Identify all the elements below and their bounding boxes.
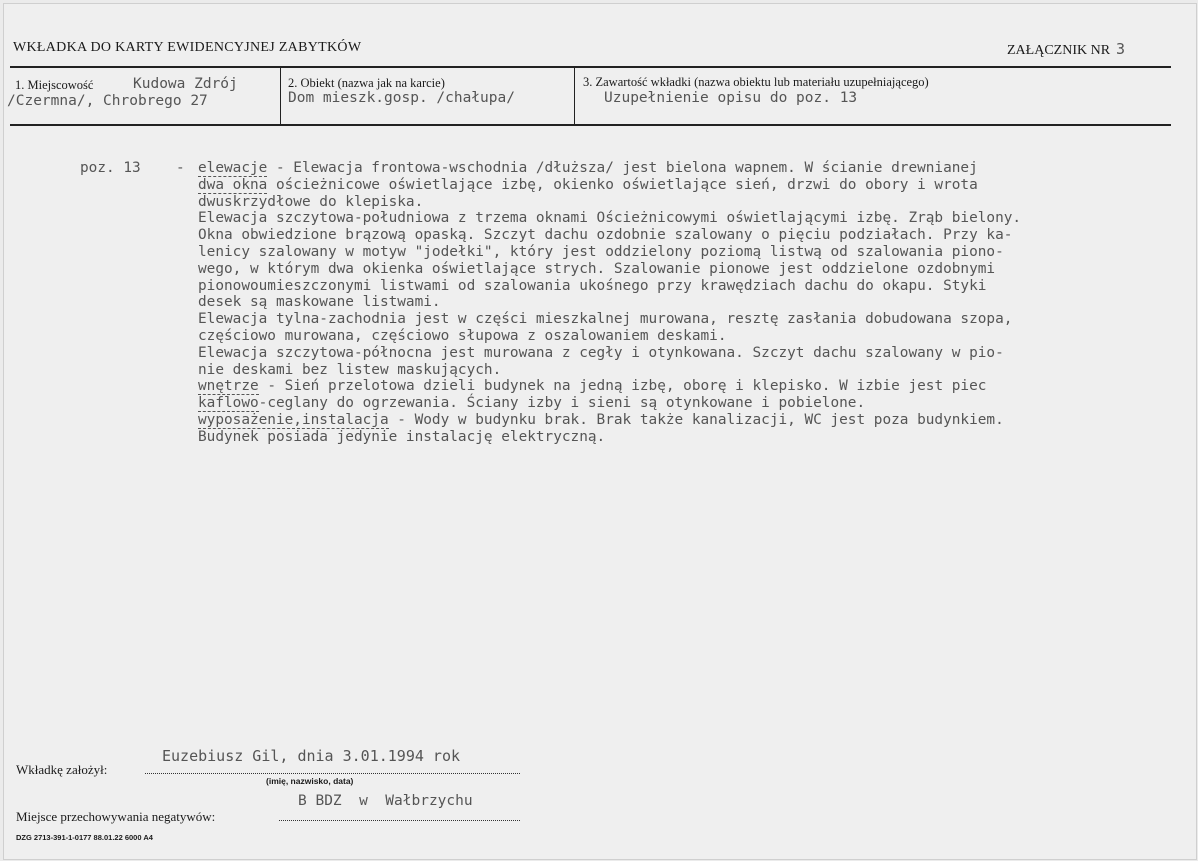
- locality-value-1: Kudowa Zdrój: [133, 76, 238, 92]
- body-line: wyposażenie,instalacja - Wody w budynku brak. Brak także kanalizacji, WC jest poza budynkiem.: [198, 411, 1004, 428]
- section-term: wnętrze: [198, 378, 259, 395]
- section-term: wyposażenie,instalacja: [198, 411, 389, 428]
- print-code: DZG 2713-391-1-0177 88.01.22 6000 A4: [16, 833, 153, 842]
- content-label: 3. Zawartość wkładki (nazwa obiektu lub materiału uzupełniającego): [583, 75, 929, 89]
- body-line: Elewacja tylna-zachodnia jest w części mieszkalnej murowana, resztę zasłania dobudowana szopa,: [198, 311, 1013, 328]
- storage-value: B BDZ w Wałbrzychu: [298, 793, 473, 809]
- position-dash: -: [176, 160, 185, 176]
- body-line: wego, w którym dwa okienka oświetlające strych. Szalowanie pionowe jest oddzielone ozdobnymi: [198, 260, 996, 277]
- body-line: elewacje - Elewacja frontowa-wschodnia /dłuższa/ jest bielona wapnem. W ścianie drewnianej: [198, 160, 978, 176]
- body-line: Elewacja szczytowa-północna jest murowana z cegły i otynkowana. Szczyt dachu szalowany w pio-: [198, 344, 1004, 361]
- object-value: Dom mieszk.gosp. /chałupa/: [288, 90, 515, 106]
- description-body: [198, 160, 1188, 446]
- content-value: Uzupełnienie opisu do poz. 13: [604, 90, 858, 106]
- section-term: elewacje: [198, 160, 268, 176]
- author-hint: (imię, nazwisko, data): [266, 776, 354, 786]
- storage-dotted-line: [279, 820, 520, 821]
- attachment-number: [1007, 40, 1125, 59]
- cell-divider-1: [280, 67, 281, 125]
- locality-value-2: /Czermna/, Chrobrego 27: [7, 93, 208, 109]
- body-line: pionowoumieszczonymi listwami od szalowania ukośnego przy krawędziach dachu do okapu. Styki: [198, 277, 987, 294]
- section-term: kaflowo: [198, 395, 259, 412]
- body-line: wnętrze - Sień przelotowa dzieli budynek na jedną izbę, oborę i klepisko. W izbie jest piec: [198, 378, 987, 395]
- body-line: Elewacja szczytowa-południowa z trzema oknami Ościeżnicowymi oświetlającymi izbę. Zrąb bielony.: [198, 210, 1022, 227]
- body-line: nie deskami bez listew maskujących.: [198, 361, 502, 378]
- attachment-label: ZAŁĄCZNIK NR: [1007, 43, 1111, 58]
- locality-label: 1. Miejscowość: [15, 78, 94, 92]
- body-line: desek są maskowane listwami.: [198, 294, 441, 311]
- attachment-value: 3: [1116, 40, 1126, 58]
- body-line: lenicy szalowany w motyw "jodełki", który jest oddzielony poziomą listwą od szalowania piono-: [198, 243, 1004, 260]
- cell-divider-2: [574, 67, 575, 125]
- object-label: 2. Obiekt (nazwa jak na karcie): [288, 76, 445, 90]
- author-label: Wkładkę założył:: [16, 762, 108, 777]
- body-line: dwuskrzydłowe do klepiska.: [198, 193, 424, 210]
- header-rule-bottom: [10, 124, 1171, 126]
- position-label: poz. 13: [80, 160, 141, 176]
- body-line: dwa okna ościeżnicowe oświetlające izbę, okienko oświetlające sień, drzwi do obory i wrota: [198, 176, 978, 193]
- body-line: kaflowo-ceglany do ogrzewania. Ściany izby i sieni są otynkowane i pobielone.: [198, 395, 866, 412]
- author-dotted-line: [145, 773, 520, 774]
- body-line: częściowo murowana, częściowo słupowa z oszalowaniem deskami.: [198, 327, 727, 344]
- header-rule-top: [10, 66, 1171, 68]
- body-line: Budynek posiada jedynie instalację elektryczną.: [198, 428, 606, 445]
- section-term: dwa okna: [198, 176, 268, 193]
- body-line: Okna obwiedzione brązową opaską. Szczyt dachu ozdobnie szalowany o pięciu podziałach. Przy ka-: [198, 227, 1013, 244]
- storage-label: Miejsce przechowywania negatywów:: [16, 809, 216, 824]
- form-title: WKŁADKA DO KARTY EWIDENCYJNEJ ZABYTKÓW: [13, 40, 362, 55]
- author-value: Euzebiusz Gil, dnia 3.01.1994 rok: [162, 747, 461, 765]
